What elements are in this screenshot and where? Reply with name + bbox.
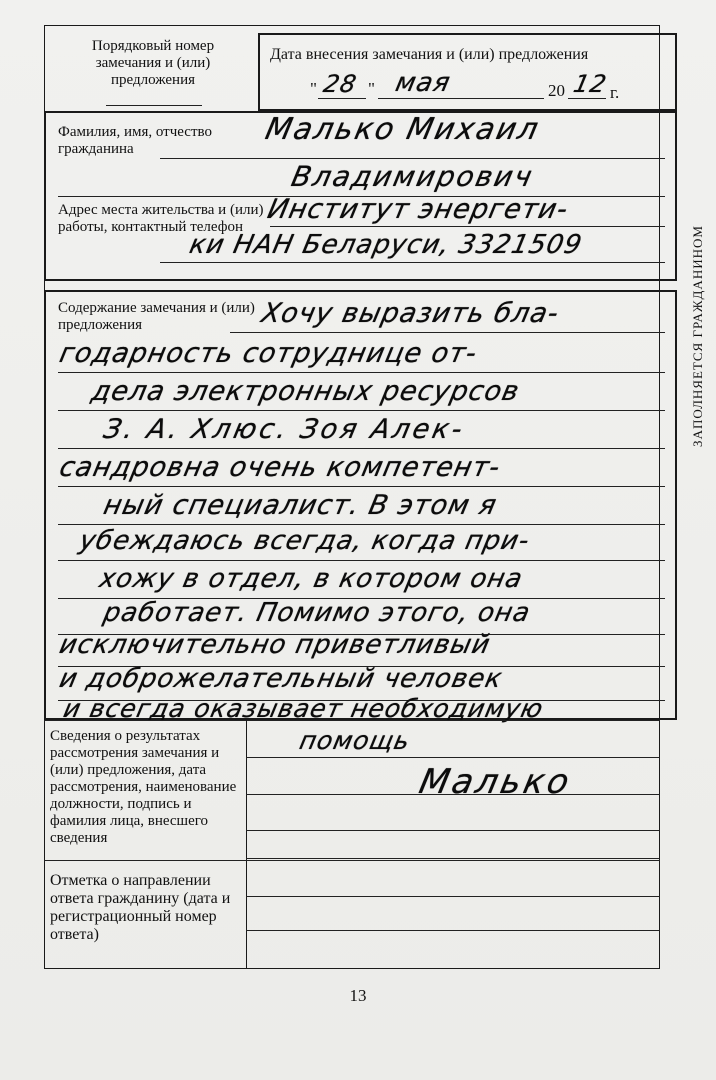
address-label: Адрес места жительства и (или) работы, контактный телефон	[58, 202, 264, 235]
remark-line: годарность сотруднице от-	[56, 338, 481, 369]
ruled-line	[58, 410, 665, 411]
remark-label: Содержание замечания и (или) предложения	[58, 300, 255, 333]
remark-line: дела электронных ресурсов	[88, 376, 523, 407]
name-line1-handwritten: Малько Михаил	[262, 112, 544, 147]
ruled-line	[58, 372, 665, 373]
name-line2-handwritten: Владимирович	[288, 160, 537, 193]
date-year-unit: г.	[610, 83, 620, 102]
remark-line: и всегда оказывает необходимую	[60, 694, 547, 723]
response-mark-label: Отметка о направлении ответа гражданину (дата и регистрационный номер ответа)	[50, 872, 231, 943]
date-month-handwritten: мая	[392, 68, 454, 98]
ruled-line	[246, 858, 660, 859]
side-note-text: ЗАПОЛНЯЕТСЯ ГРАЖДАНИНОМ	[690, 225, 705, 447]
ruled-line	[58, 524, 665, 525]
ruled-line	[246, 896, 660, 897]
address-line2	[160, 262, 665, 263]
date-month-line	[378, 98, 544, 99]
address-line1-handwritten: Институт энергети-	[264, 194, 572, 225]
section-divider	[44, 720, 660, 721]
ruled-line	[246, 930, 660, 931]
remark-line: работает. Помимо этого, она	[100, 598, 534, 628]
page-number: 13	[349, 986, 367, 1005]
ruled-line	[58, 486, 665, 487]
date-quote-open: "	[310, 79, 317, 98]
remark-line: З. А. Хлюс. Зоя Алек-	[100, 414, 468, 445]
remark-line: помощь	[296, 726, 414, 755]
remark-line: сандровна очень компетент-	[56, 452, 504, 483]
ruled-line	[58, 448, 665, 449]
ruled-line	[58, 560, 665, 561]
remark-line: ный специалист. В этом я	[100, 490, 500, 521]
address-line1	[270, 226, 665, 227]
date-day-line	[318, 98, 366, 99]
date-day-handwritten: 28	[321, 70, 360, 98]
remark-line: Хочу выразить бла-	[258, 298, 563, 329]
date-year-suffix-handwritten: 12	[571, 70, 610, 98]
date-year-prefix: 20	[548, 81, 565, 100]
date-year-line	[568, 98, 606, 99]
name-line1	[160, 158, 665, 159]
section-divider	[44, 860, 660, 861]
serial-number-label: Порядковый номер замечания и (или) предложения	[91, 38, 215, 88]
address-line2-handwritten: ки НАН Беларуси, 3321509	[186, 230, 586, 260]
name-label: Фамилия, имя, отчество гражданина	[58, 124, 212, 157]
ruled-line	[246, 830, 660, 831]
citizen-signature: Малько	[415, 762, 576, 802]
date-label: Дата внесения замечания и (или) предложения	[270, 46, 589, 63]
ruled-line	[246, 757, 660, 758]
date-quote-close: "	[368, 79, 375, 98]
serial-number-line	[106, 105, 202, 106]
remark-line: убеждаюсь всегда, когда при-	[76, 526, 533, 556]
remark-line: и доброжелательный человек	[56, 664, 506, 694]
review-results-label: Сведения о результатах рассмотрения замечания и (или) предложения, дата рассмотрения, наименование должности, подпись и фамилия лица, внесшего сведения	[50, 728, 237, 846]
remark-line: исключительно приветливый	[56, 630, 494, 660]
side-note	[686, 212, 710, 460]
ruled-line	[230, 332, 665, 333]
ruled-line	[246, 794, 660, 795]
remark-line: хожу в отдел, в котором она	[96, 564, 526, 594]
